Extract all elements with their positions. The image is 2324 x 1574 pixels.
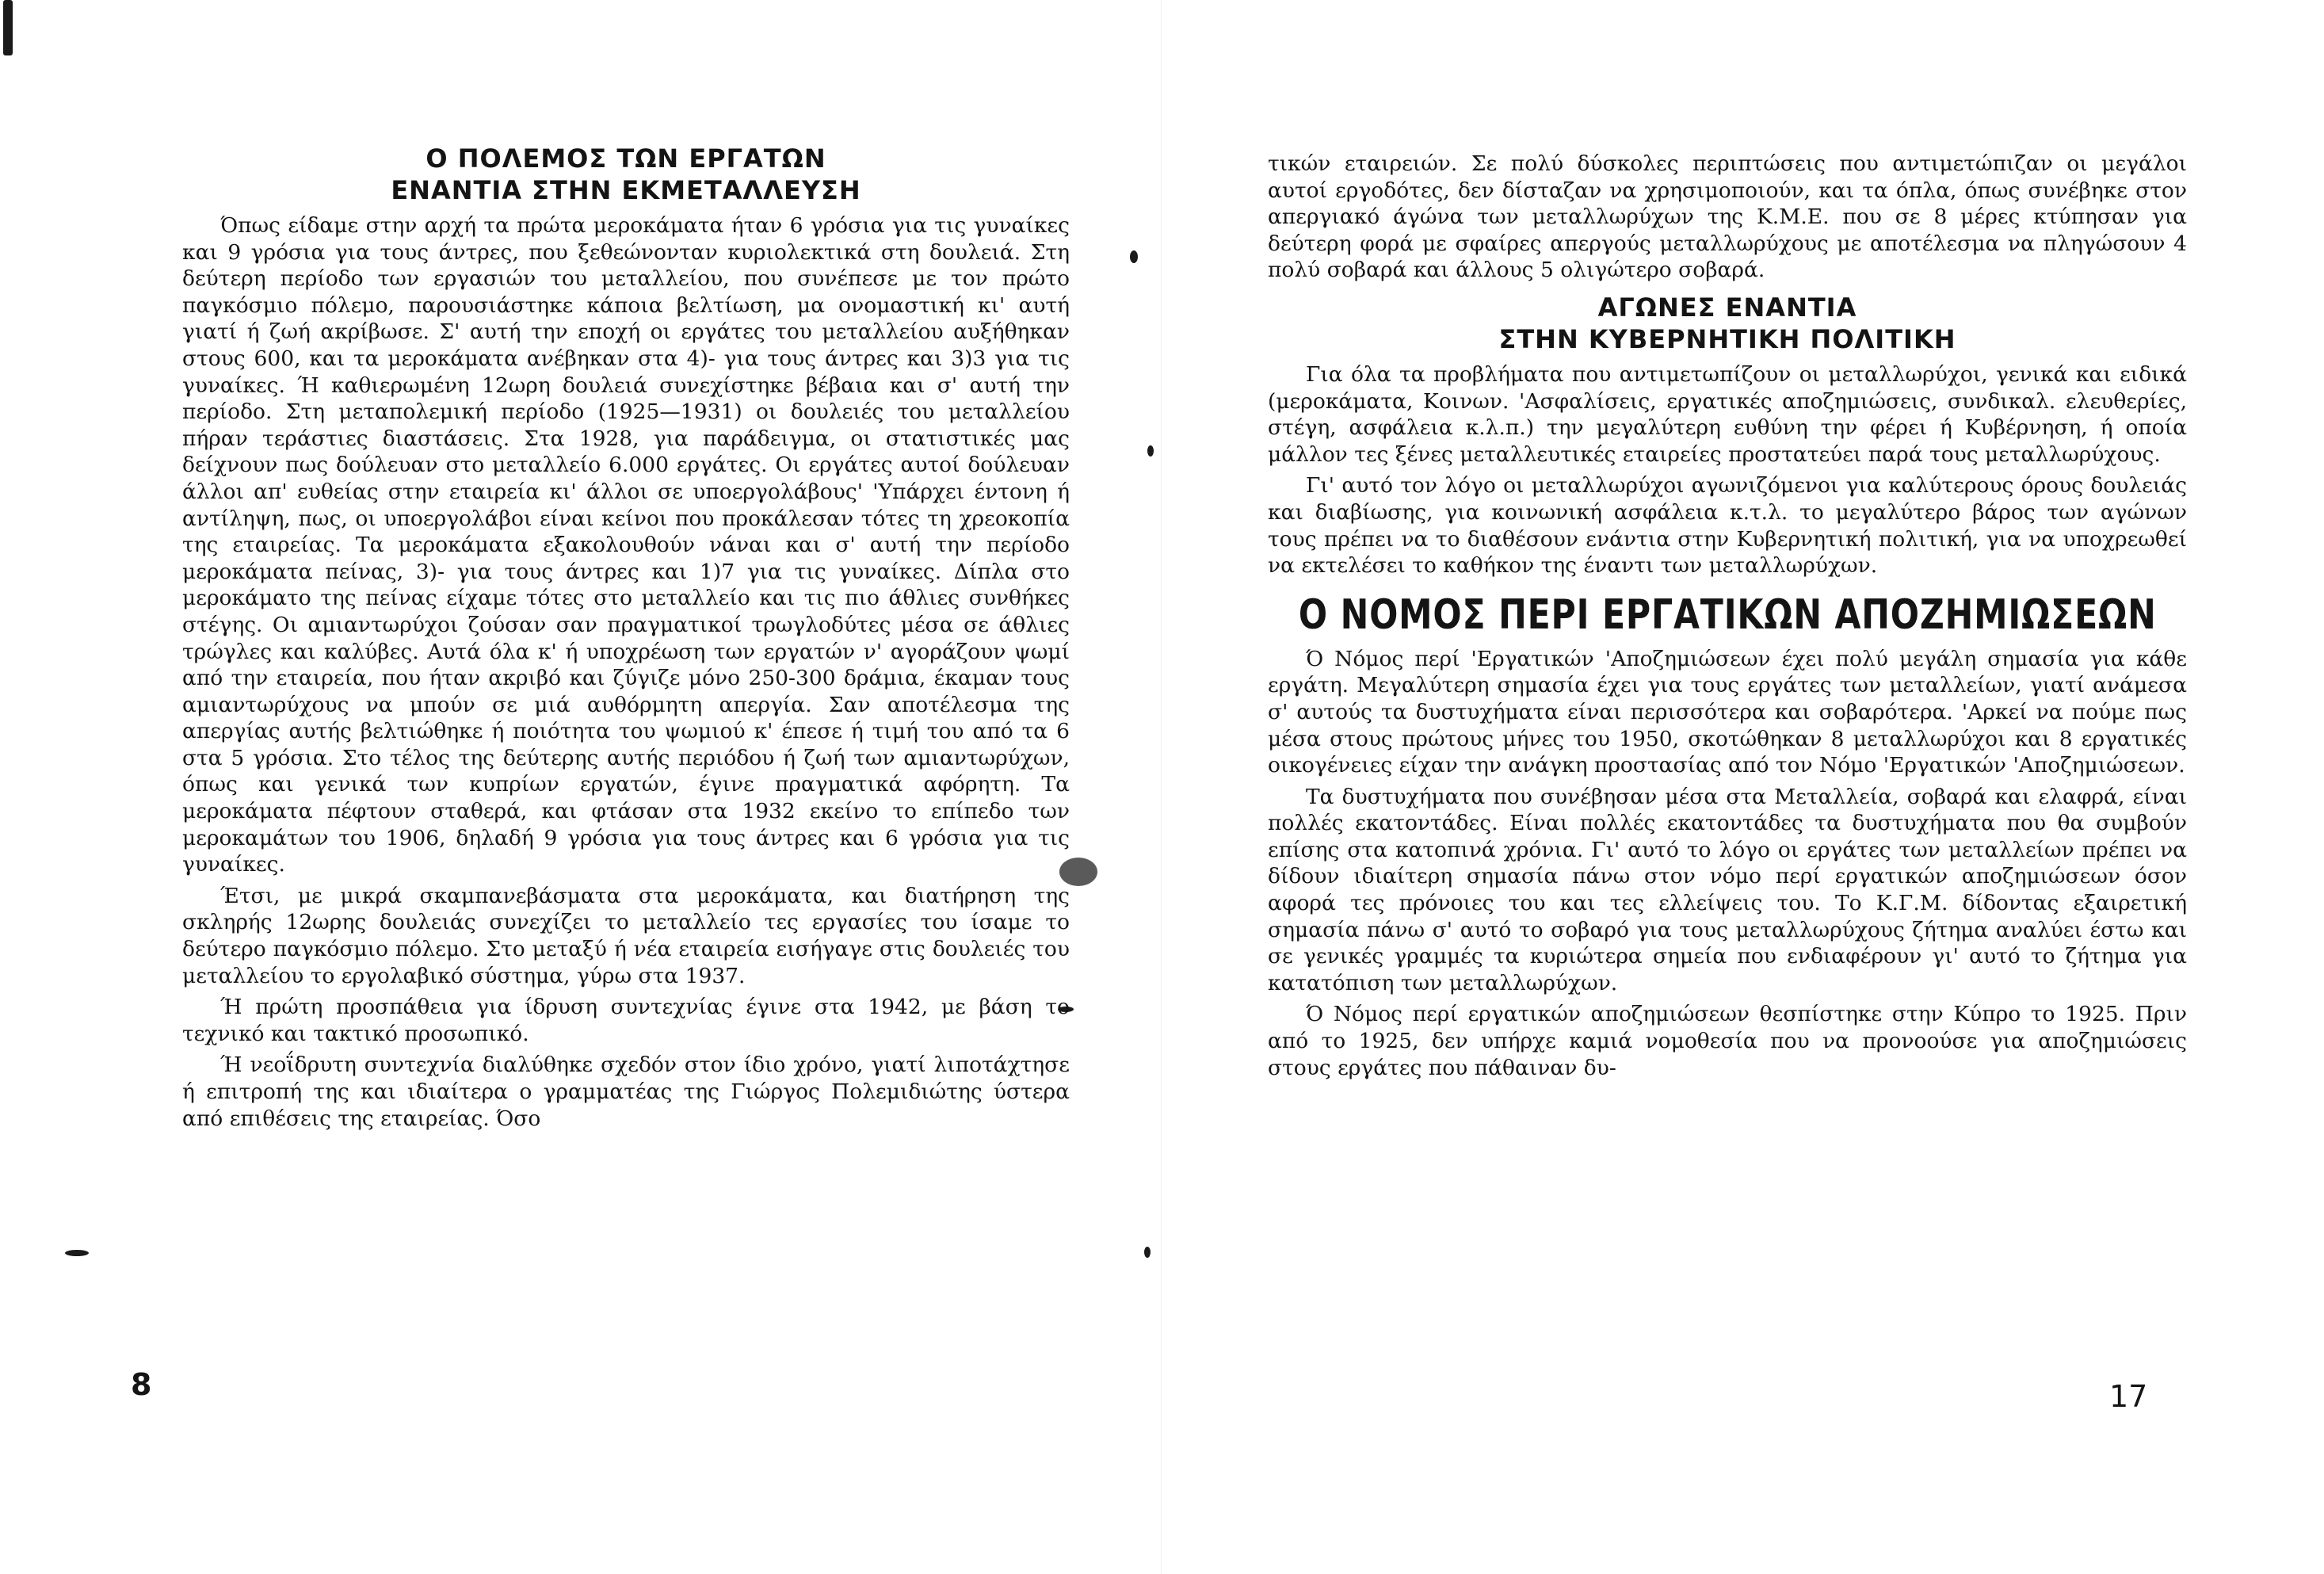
section2-paragraph-1: Ό Νόμος περί 'Εργατικών 'Αποζημιώσεων έχει πολύ μεγάλη σημασία για κάθε εργάτη. Μεγαλύτερη σημασία έχει για τους εργάτες των μεταλλείων, γιατί ανάμεσα σ' αυτούς τα δυστυχήματα είναι περισσότερα και σοβαρότερα. 'Αρκεί να πούμε πως μέσα στους πρώτους μήνες του 1950, σκοτώθηκαν 8 μεταλλωρύχοι και 8 εργατικές οικογένειες είχαν την ανάγκη προστασίας από τον Νόμο 'Εργατικών 'Αποζημιώσεων.: [1268, 646, 2187, 778]
left-paragraph-1: Όπως είδαμε στην αρχή τα πρώτα μεροκάματα ήταν 6 γρόσια για τις γυναίκες και 9 γρόσια για τους άντρες, που ξεθεώνονταν κυριολεκτικά στη δουλειά. Στη δεύτερη περίοδο των εργασιών του μεταλλείου, που συνέπεσε με τον πρώτο παγκόσμιο πόλεμο, παρουσιάστηκε κάποια βελτίωση, μα ονομαστική κι' αυτή γιατί ή ζωή ακρίβωσε. Σ' αυτή την εποχή οι εργάτες του μεταλλείου αυξήθηκαν στους 600, και τα μεροκάματα ανέβηκαν στα 4)- για τους άντρες και 3)3 για τις γυναίκες. Ή καθιερωμένη 12ωρη δουλειά συνεχίστηκε βέβαια και σ' αυτή την περίοδο. Στη μεταπολεμική περίοδο (1925—1931) οι δουλειές του μεταλλείου πήραν τεράστιες διαστάσεις. Στα 1928, για παράδειγμα, οι στατιστικές μας δείχνουν πως δούλευαν στο μεταλλείο 6.000 εργάτες. Οι εργάτες αυτοί δούλευαν άλλοι απ' ευθείας στην εταιρεία κι' άλλοι σε υποεργολάβους' 'Υπάρχει έντονη ή αντίληψη, πως, οι υποεργολάβοι είναι κείνοι που προκάλεσαν τότες τη χρεοκοπία της εταιρείας. Τα μεροκάματα εξακολουθούν νάναι και σ' αυτή την περίοδο μεροκάματα πείνας, 3)- για τους άντρες και 1)7 για τις γυναίκες. Δίπλα στο μεροκάματο της πείνας είχαμε τότες στο μεταλλείο και τις πιο άθλιες συνθήκες στέγης. Οι αμιαντωρύχοι ζούσαν σαν πραγματικοί τρωγλοδύτες μέσα σε άθλιες τρώγλες και καλύβες. Αυτά όλα κ' ή υποχρέωση των εργατών ν' αγοράζουν ψωμί από την εταιρεία, που ήταν ακριβό και ζύγιζε μόνο 250-300 δράμια, έκαμαν τους αμιαντωρύχους να μπούν σε μιά αυθόρμητη απεργία. Σαν αποτέλεσμα της απεργίας αυτής βελτιώθηκε ή ποιότητα του ψωμιού κ' έπεσε ή τιμή του από τα 6 στα 5 γρόσια. Στο τέλος της δεύτερης αυτής περιόδου ή ζωή των αμιαντωρύχων, όπως και γενικά των κυπρίων εργατών, έγινε πραγματικά αφόρητη. Τα μεροκάματα πέφτουν σταθερά, και φτάσαν στα 1932 εκείνο το επίπεδο των μεροκαμάτων του 1906, δηλαδή 9 γρόσια για τους άντρες και 6 γρόσια για τις γυναίκες.: [182, 213, 1070, 877]
right-section2-title: Ο ΝΟΜΟΣ ΠΕΡΙ ΕΡΓΑΤΙΚΩΝ ΑΠΟΖΗΜΙΩΣΕΩΝ: [1298, 590, 2157, 639]
section2-paragraph-3: Ό Νόμος περί εργατικών αποζημιώσεων θεσπίστηκε στην Κύπρο το 1925. Πριν από το 1925, δεν υπήρχε καμιά νομοθεσία που να προνοούσε για αποζημιώσεις στους εργάτες που πάθαιναν δυ-: [1268, 1002, 2187, 1080]
scan-blot: [65, 1250, 89, 1256]
left-page-title: [182, 143, 1070, 206]
scan-blot: [3, 0, 13, 55]
scan-blot: [1130, 250, 1138, 263]
page-gutter: [1161, 0, 1162, 1574]
left-paragraph-2: Έτσι, με μικρά σκαμπανεβάσματα στα μεροκάματα, και διατήρηση της σκληρής 12ωρης δουλειάς συνεχίζει το μεταλλείο τες εργασίες του ίσαμε το δεύτερο παγκόσμιο πόλεμο. Στο μεταξύ ή νέα εταιρεία εισήγαγε στις δουλειές του μεταλλείου το εργολαβικό σύστημα, γύρω στα 1937.: [182, 883, 1070, 988]
right-page: [1268, 151, 2187, 1086]
section1-title-line-2: ΣΤΗΝ ΚΥΒΕΡΝΗΤΙΚΗ ΠΟΛΙΤΙΚΗ: [1498, 323, 1956, 354]
section1-paragraph-2: Γι' αυτό τον λόγο οι μεταλλωρύχοι αγωνιζόμενοι για καλύτερους όρους δουλειάς και διαβίωσης, για κοινωνική ασφάλεια κ.τ.λ. το μεγαλύτερο βάρος των αγώνων τους πρέπει να το διαθέσουν ενάντια στην Κυβερνητική πολιτική, για να υποχρεωθεί να εκτελέσει το καθήκον της έναντι των μεταλλωρύχων.: [1268, 473, 2187, 579]
left-title-line-2: ΕΝΑΝΤΙΑ ΣΤΗΝ ΕΚΜΕΤΑΛΛΕΥΣΗ: [391, 175, 861, 205]
left-paragraph-4: Ή νεοΐδρυτη συντεχνία διαλύθηκε σχεδόν στον ίδιο χρόνο, γιατί λιποτάχτησε ή επιτροπή της και ιδιαίτερα ο γραμματέας της Γιώργος Πολεμιδιώτης ύστερα από επιθέσεις της εταιρείας. Όσο: [182, 1053, 1070, 1131]
scan-blot: [1147, 445, 1154, 457]
section2-paragraph-2: Τα δυστυχήματα που συνέβησαν μέσα στα Μεταλλεία, σοβαρά και ελαφρά, είναι πολλές εκατοντάδες. Είναι πολλές εκατοντάδες τα δυστυχήματα που θα συμβούν επίσης στα κατοπινά χρόνια. Γι' αυτό το λόγο οι εργάτες των μεταλλείων πρέπει να δίδουν ιδιαίτερη σημασία πάνω στον νόμο περί εργατικών αποζημιώσεων όσον αφορά τες πρόνοιες του και τες ελλείψεις του. Το Κ.Γ.Μ. δίδοντας εξαιρετική σημασία πάνω σ' αυτό το σοβαρό για τους μεταλλωρύχους ζήτημα αναλύει έστω και σε γενικές γραμμές τα κυριώτερα σημεία που ενδιαφέρουν γι' αυτό το ζήτημα για κατατόπιση των μεταλλωρύχων.: [1268, 784, 2187, 995]
scan-blot: [1144, 1247, 1151, 1258]
right-section1-title: [1268, 292, 2187, 355]
right-opening-paragraph: τικών εταιρειών. Σε πολύ δύσκολες περιπτώσεις που αντιμετώπιζαν οι μεγάλοι αυτοί εργοδότες, δεν δίσταζαν να χρησιμοποιούν, και τα όπλα, όπως συνέβηκε στον απεργιακό άγώνα των μεταλλωρύχων της Κ.Μ.Ε. που σε 8 μέρες κτύπησαν για δεύτερη φορά με σφαίρες απεργούς μεταλλωρύχους με αποτέλεσμα να πληγώσουν 4 πολύ σοβαρά και άλλους 5 ολιγώτερο σοβαρά.: [1268, 151, 2187, 283]
section1-title-line-1: ΑΓΩΝΕΣ ΕΝΑΝΤΙΑ: [1597, 292, 1857, 323]
left-page-number: 8: [131, 1367, 152, 1402]
left-title-line-1: Ο ΠΟΛΕΜΟΣ ΤΩΝ ΕΡΓΑΤΩΝ: [425, 143, 826, 174]
left-paragraph-3: Ή πρώτη προσπάθεια για ίδρυση συντεχνίας έγινε στα 1942, με βάση το τεχνικό και τακτικό προσωπικό.: [182, 995, 1070, 1046]
right-page-number: 17: [2109, 1379, 2148, 1414]
left-page: [182, 143, 1070, 1137]
section1-paragraph-1: Για όλα τα προβλήματα που αντιμετωπίζουν οι μεταλλωρύχοι, γενικά και ειδικά (μεροκάματα, Κοινων. 'Ασφαλίσεις, εργατικές αποζημιώσεις, συνδικαλ. ελευθερίες, στέγη, ασφάλεια κ.λ.π.) την μεγαλύτερη ευθύνη την φέρει ή Κυβέρνηση, ή οποία μάλλον τες ξένες μεταλλευτικές εταιρείες προστατεύει παρά τους μεταλλωρύχους.: [1268, 361, 2187, 467]
